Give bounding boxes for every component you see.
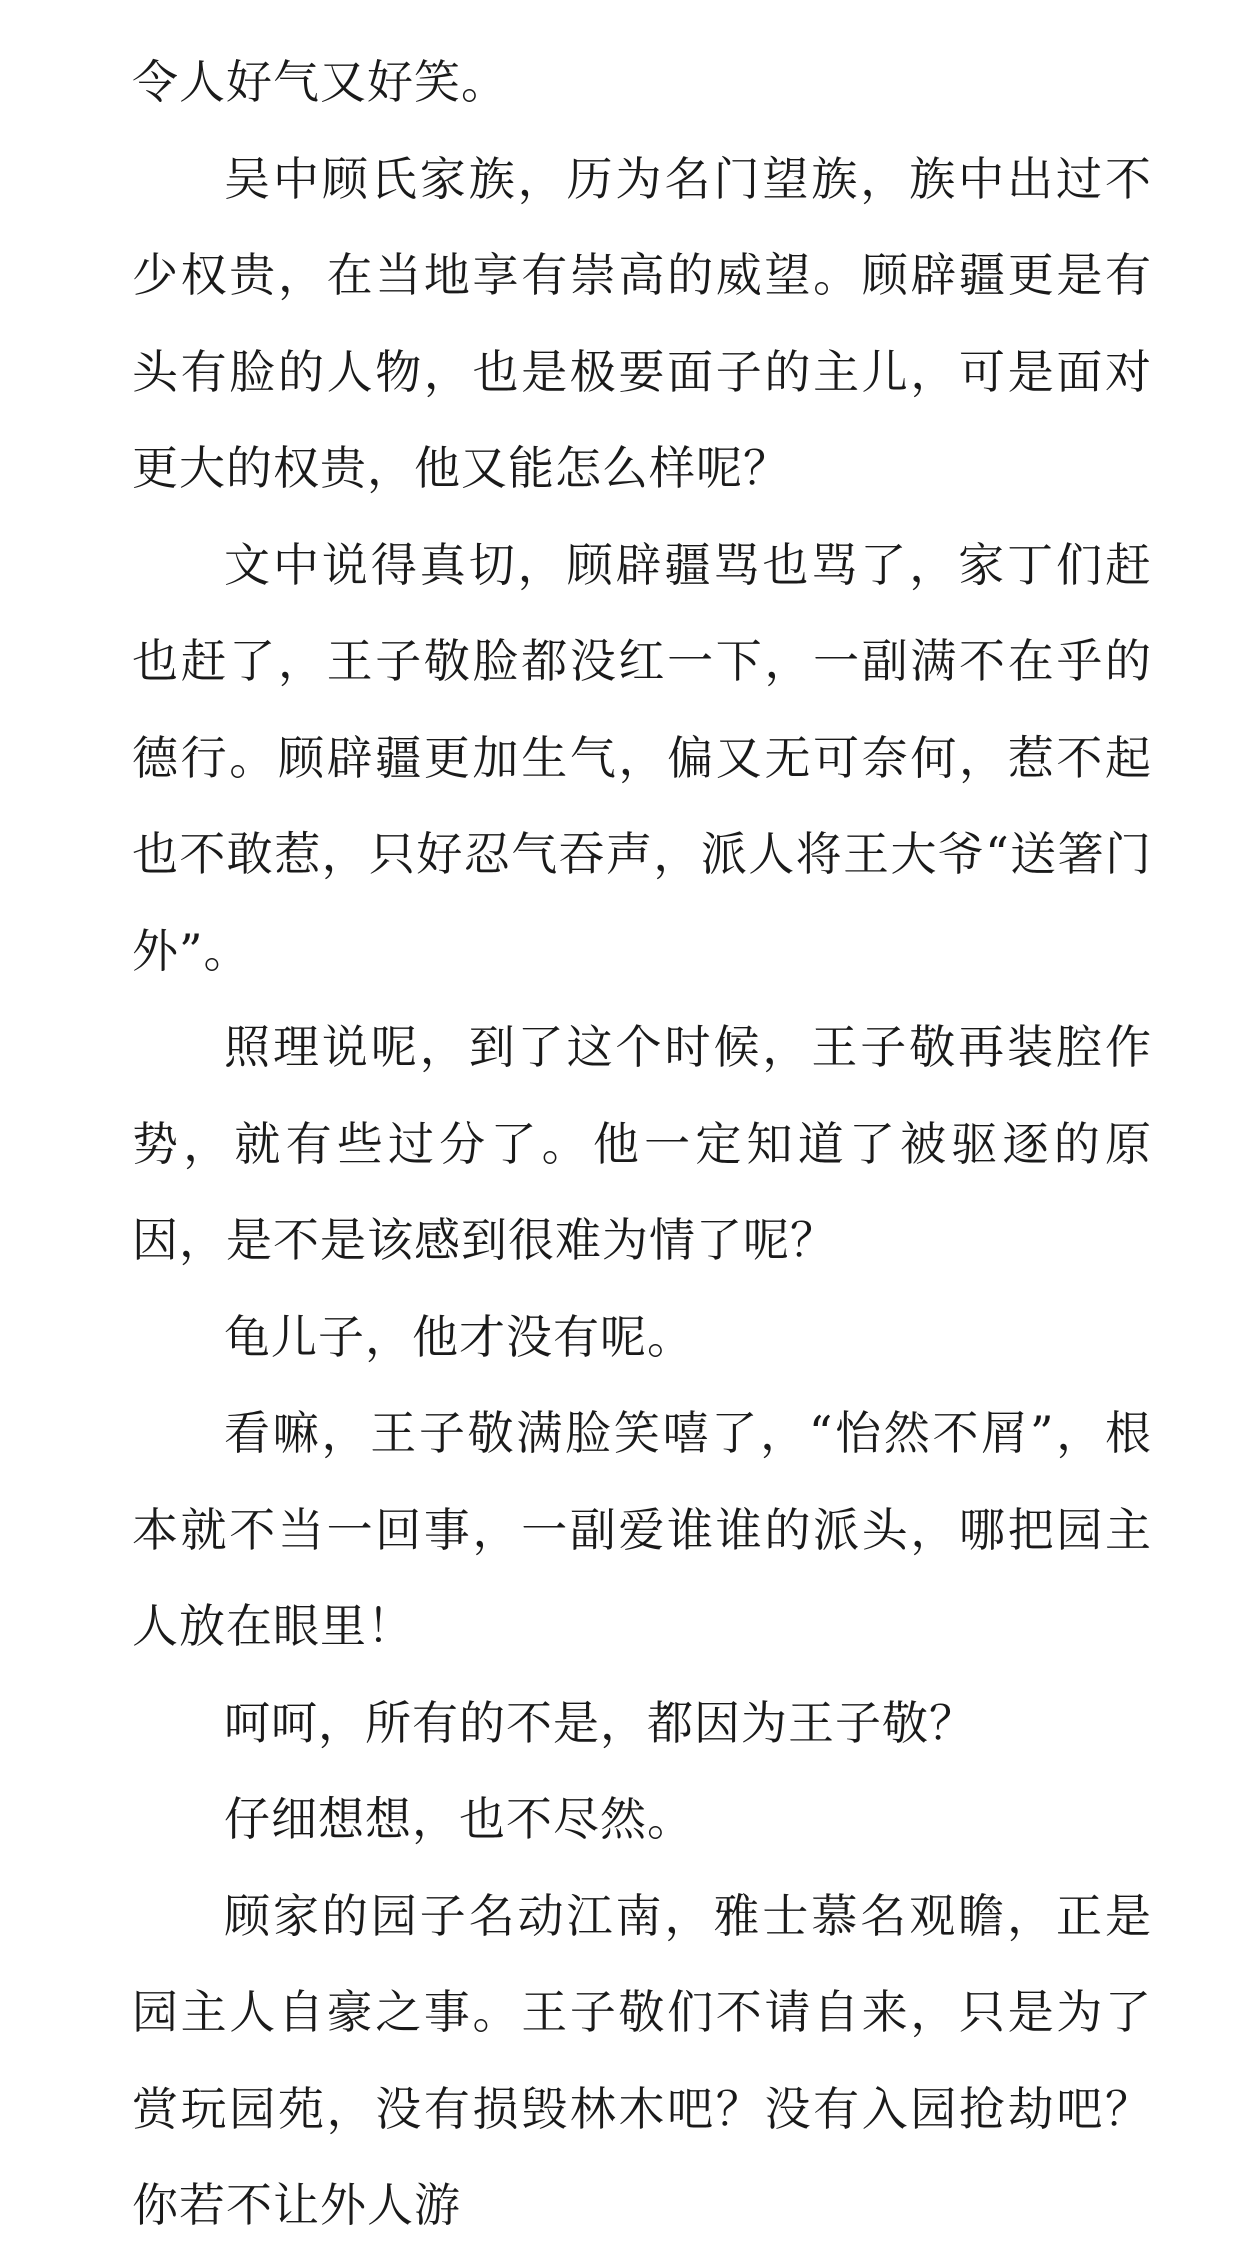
paragraph: 照理说呢，到了这个时候，王子敬再装腔作势，就有些过分了。他一定知道了被驱逐的原因，是不是该感到很难为情了呢？ (132, 1020, 1152, 1267)
paragraph: 顾家的园子名动江南，雅士慕名观瞻，正是园主人自豪之事。王子敬们不请自来，只是为了赏玩园苑，没有损毁林木吧？没有入园抢劫吧？你若不让外人游 (132, 1888, 1152, 2232)
paragraph-continuation: 令人好气又好笑。 (132, 55, 508, 109)
paragraph: 龟儿子，他才没有呢。 (224, 1309, 694, 1364)
paragraph: 呵呵，所有的不是，都因为王子敬？ (224, 1695, 976, 1750)
body-text (132, 34, 1152, 2254)
paragraph: 文中说得真切，顾辟疆骂也骂了，家丁们赶也赶了，王子敬脸都没红一下，一副满不在乎的德行。顾辟疆更加生气，偏又无可奈何，惹不起也不敢惹，只好忍气吞声，派人将王大爷“送箸门外”。 (132, 537, 1152, 978)
paragraph: 吴中顾氏家族，历为名门望族，族中出过不少权贵，在当地享有崇高的威望。顾辟疆更是有头有脸的人物，也是极要面子的主儿，可是面对更大的权贵，他又能怎么样呢？ (132, 151, 1152, 495)
paragraph: 看嘛，王子敬满脸笑嘻了，“怡然不屑”，根本就不当一回事，一副爱谁谁的派头，哪把园主人放在眼里！ (132, 1406, 1152, 1653)
paragraph: 仔细想想，也不尽然。 (224, 1792, 694, 1846)
